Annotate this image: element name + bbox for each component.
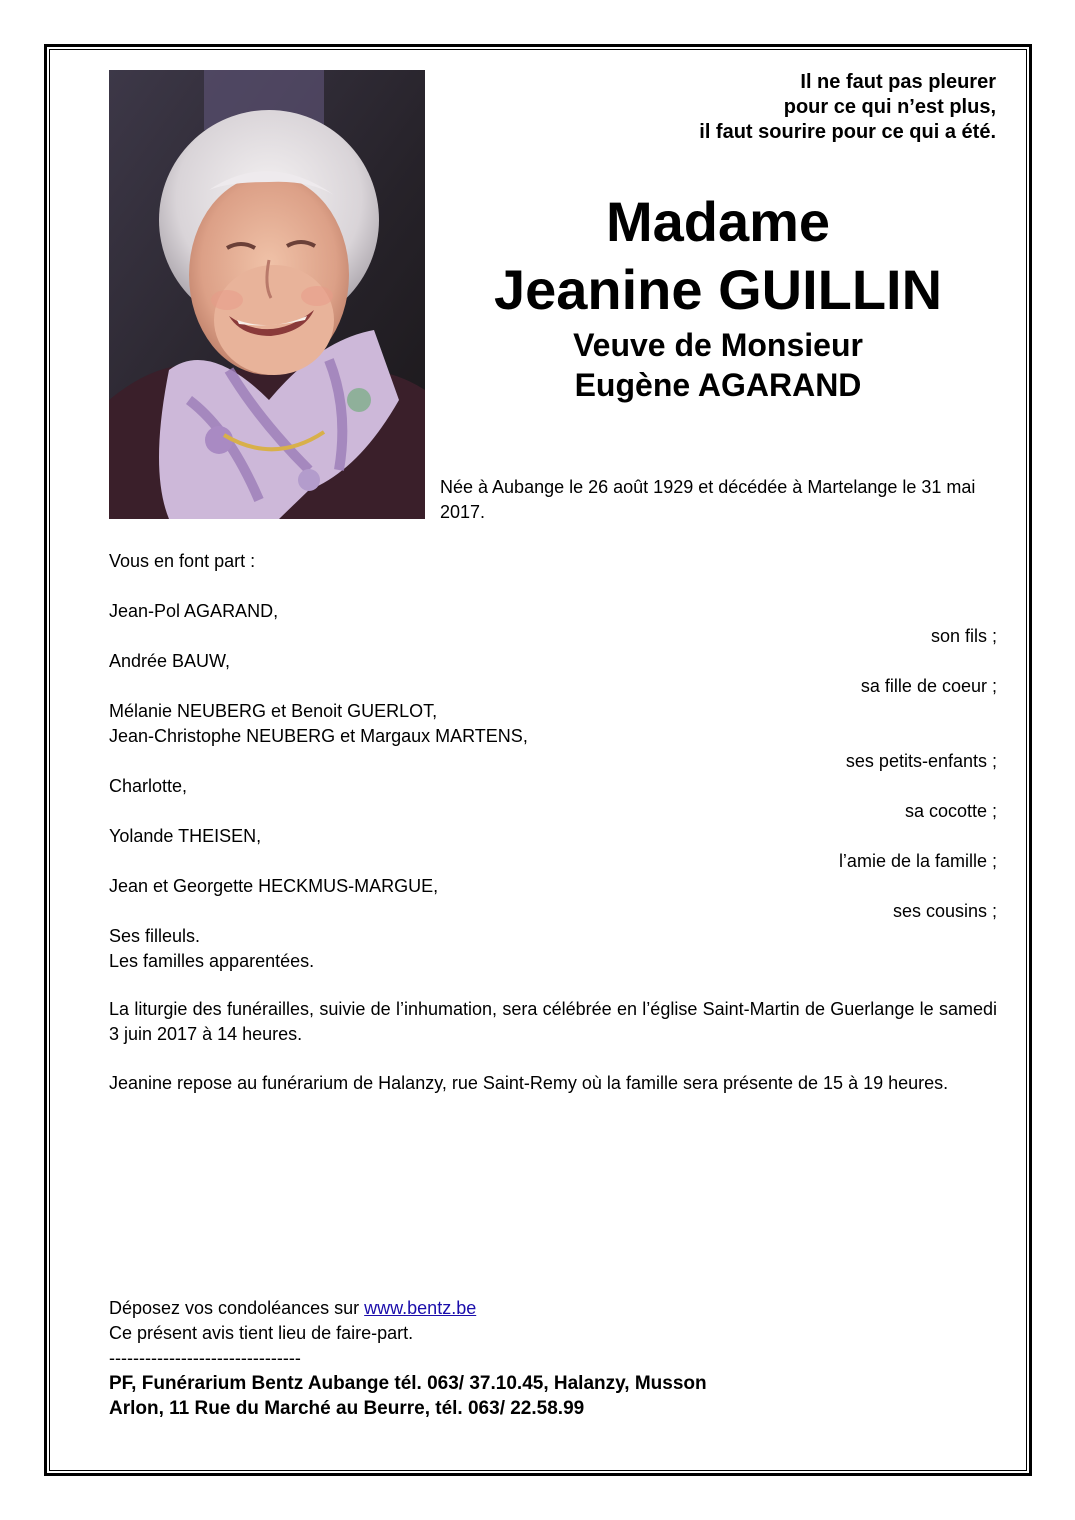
family-member-name: Charlotte, — [109, 776, 188, 796]
family-role: son fils ; — [930, 626, 997, 646]
quote-block — [476, 70, 996, 145]
family-role: ses petits-enfants ; — [845, 751, 997, 771]
family-member-name: Jean-Pol AGARAND, — [109, 601, 279, 621]
notice-text: Ce présent avis tient lieu de faire-part. — [109, 1323, 414, 1343]
birth-death-info: Née à Aubange le 26 août 1929 et décédée à Martelange le 31 mai 2017. — [440, 477, 976, 522]
funeral-home-line: PF, Funérarium Bentz Aubange tél. 063/ 37.10.45, Halanzy, Musson — [109, 1373, 707, 1394]
quote-line: pour ce qui n’est plus, — [783, 96, 996, 118]
family-role: ses cousins ; — [892, 901, 997, 921]
rest-paragraph: Jeanine repose au funérarium de Halanzy, rue Saint-Remy où la famille sera présente de 15 à 19 heures. — [109, 1073, 949, 1093]
family-member-name: Yolande THEISEN, — [109, 826, 262, 846]
spouse-name: Eugène AGARAND — [574, 367, 862, 403]
footer-block — [109, 1296, 997, 1421]
title-madame: Madame — [605, 190, 831, 253]
liturgy-paragraph: La liturgie des funérailles, suivie de l’inhumation, sera célébrée en l’église Saint-Martin de Guerlange le samedi 3 juin 2017 à 14 heures. — [109, 999, 997, 1044]
condolences-link[interactable]: www.bentz.be — [364, 1298, 477, 1318]
condolences-line — [109, 1296, 997, 1321]
deceased-name: Jeanine GUILLIN — [493, 258, 943, 321]
family-member-name: Andrée BAUW, — [109, 651, 231, 671]
family-role: sa cocotte ; — [904, 801, 997, 821]
family-role: sa fille de coeur ; — [860, 676, 997, 696]
intro-text: Vous en font part : — [109, 551, 256, 571]
condolences-prefix: Déposez vos condoléances sur — [109, 1298, 365, 1318]
family-member-name: Jean-Christophe NEUBERG et Margaux MARTENS, — [109, 726, 528, 746]
godchildren-text: Ses filleuls. — [109, 926, 201, 946]
family-list — [109, 599, 997, 974]
family-member-name: Jean et Georgette HECKMUS-MARGUE, — [109, 876, 439, 896]
portrait-photo — [109, 70, 425, 519]
family-member-name: Mélanie NEUBERG et Benoit GUERLOT, — [109, 701, 438, 721]
family-role: l’amie de la famille ; — [838, 851, 997, 871]
separator-line: -------------------------------- — [109, 1348, 301, 1368]
relatives-text: Les familles apparentées. — [109, 951, 315, 971]
quote-line: Il ne faut pas pleurer — [800, 71, 996, 93]
deceased-name-block — [440, 188, 996, 405]
quote-line: il faut sourire pour ce qui a été. — [699, 121, 996, 143]
widow-of-label: Veuve de Monsieur — [573, 327, 863, 363]
funeral-home-address: Arlon, 11 Rue du Marché au Beurre, tél. 063/ 22.58.99 — [109, 1398, 585, 1419]
